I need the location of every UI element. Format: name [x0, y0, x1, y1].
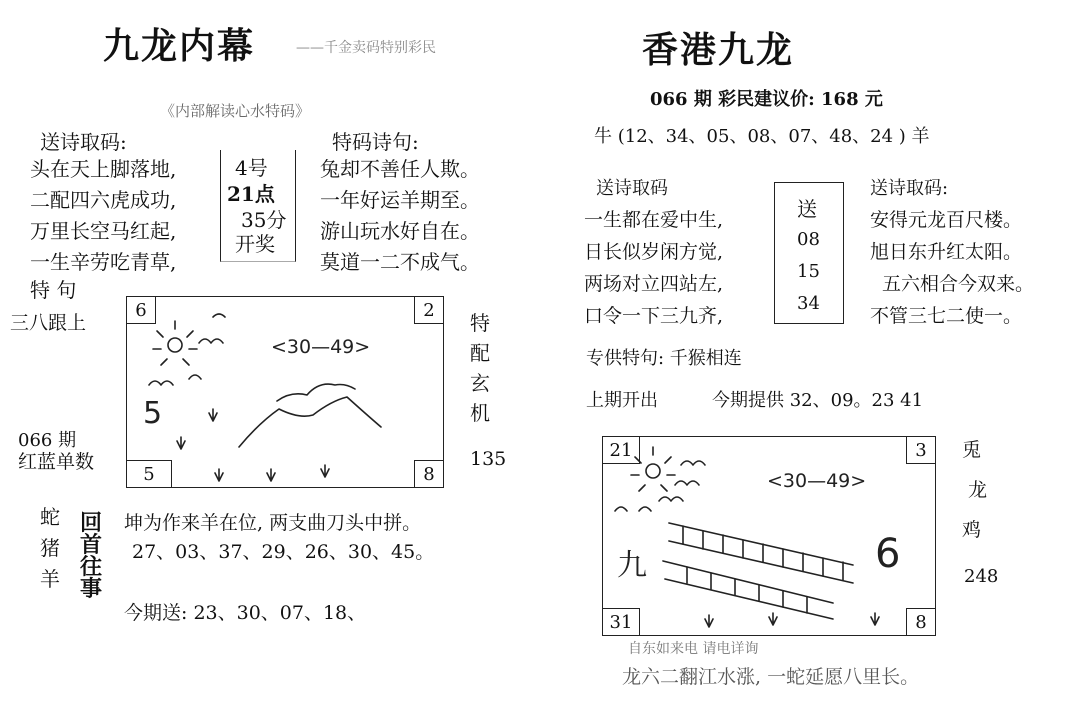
- left-subtitle2: 《内部解读心水特码》: [160, 102, 311, 120]
- send-number: 34: [797, 293, 820, 314]
- right-footer-poem: 龙六二翻江水涨, 一蛇延愿八里长。: [622, 666, 920, 688]
- left-poem-right-lines: [320, 154, 480, 278]
- poem-line: 日长似岁闲方觉,: [584, 241, 724, 263]
- left-poem-right-header: 特码诗句:: [332, 130, 419, 154]
- poem-line: 万里长空马红起,: [30, 219, 177, 243]
- poem-line: 莫道一二不成气。: [320, 250, 480, 274]
- corner-top-right: 3: [906, 436, 936, 464]
- poem-line: 头在天上脚落地,: [30, 157, 177, 181]
- draw-number: 4号: [235, 156, 268, 180]
- right-footer-faint: 自东如来电 请电详询: [628, 641, 759, 657]
- left-today-send: 今期送: 23、30、07、18、: [124, 602, 367, 624]
- left-special-label: 特 句: [30, 278, 77, 302]
- draw-label: 开奖: [235, 232, 275, 256]
- corner-bottom-right: 8: [414, 460, 444, 488]
- bird-icon: [681, 461, 705, 465]
- vertical-char: 玄: [470, 371, 490, 395]
- poem-line: 口令一下三九齐,: [584, 305, 724, 327]
- draw-hour: 21点: [227, 182, 275, 206]
- sketch-digit-right: 6: [875, 531, 901, 577]
- corner-bottom-left: 31: [602, 608, 640, 636]
- poem-line: 一生都在爱中生,: [584, 209, 724, 231]
- left-animals-vertical: [40, 502, 60, 595]
- left-title: 九龙内幕: [103, 25, 256, 67]
- poem-line: 二配四六虎成功,: [30, 188, 177, 212]
- poem-line: 一生辛劳吃青草,: [30, 250, 177, 274]
- review-char: 往: [80, 554, 103, 580]
- poem-line: 兔却不善任人欺。: [320, 157, 480, 181]
- poem-line: 不管三七二使一。: [870, 305, 1023, 327]
- right-poem-right-header: 送诗取码:: [870, 178, 949, 199]
- left-poem-lines: [30, 154, 176, 278]
- right-poem-header: 送诗取码: [596, 178, 668, 199]
- review-char: 首: [80, 532, 103, 558]
- right-issue-line: 066 期 彩民建议价: 168 元: [650, 89, 883, 110]
- right-title: 香港九龙: [642, 29, 795, 71]
- left-right-number: 135: [470, 448, 507, 470]
- vertical-char: 鸡: [962, 519, 982, 541]
- draw-minute: 35分: [241, 208, 287, 232]
- send-number: 15: [797, 261, 820, 282]
- left-review-vertical: [80, 512, 102, 600]
- right-this-issue: 今期提供 32、09。23 41: [712, 390, 924, 411]
- bird-icon: [199, 339, 223, 343]
- sun-icon: [168, 338, 182, 352]
- right-picture-box: [602, 436, 936, 636]
- vertical-char: 配: [470, 341, 490, 365]
- animal-char: 猪: [40, 536, 60, 560]
- right-poem-right-lines: [870, 204, 1034, 332]
- corner-top-left: 21: [602, 436, 640, 464]
- right-send-box: [774, 182, 844, 324]
- animal-char: 羊: [40, 567, 60, 591]
- right-poem-lines: [584, 204, 723, 332]
- left-issue: 066 期: [18, 430, 77, 451]
- left-picture-box: [126, 296, 444, 488]
- poem-line: 两场对立四站左,: [584, 273, 724, 295]
- poem-line: 旭日东升红太阳。: [870, 241, 1023, 263]
- poem-line: 安得元龙百尺楼。: [870, 209, 1023, 231]
- left-red-blue: 红蓝单数: [18, 451, 95, 473]
- sketch-digit: 5: [143, 396, 163, 431]
- left-right-vertical: [470, 308, 490, 428]
- range-text: <30—49>: [767, 470, 867, 492]
- corner-bottom-left: 5: [126, 460, 172, 488]
- left-subtitle-faint: ——千金卖码特别彩民: [296, 40, 436, 56]
- left-sketch: [127, 297, 445, 489]
- range-text: <30—49>: [271, 336, 371, 358]
- right-right-number: 248: [964, 566, 999, 587]
- animal-char: 蛇: [40, 505, 60, 529]
- sketch-digit-left: 九: [617, 548, 647, 583]
- left-special-text: 三八跟上: [10, 312, 87, 334]
- left-numbers-line: 27、03、37、29、26、30、45。: [132, 541, 435, 563]
- right-right-vertical: [962, 430, 987, 550]
- corner-bottom-right: 8: [906, 608, 936, 636]
- vertical-char: 机: [470, 401, 490, 425]
- poem-line: 一年好运羊期至。: [320, 188, 480, 212]
- vertical-char: 兎: [962, 439, 982, 461]
- poem-line: 游山玩水好自在。: [320, 219, 480, 243]
- sun-icon: [646, 464, 660, 478]
- review-char: 回: [80, 510, 103, 536]
- send-label: 送: [797, 197, 817, 221]
- corner-top-left: 6: [126, 296, 156, 324]
- right-special-line: 专供特句: 千猴相连: [586, 348, 742, 369]
- send-number: 08: [797, 229, 820, 250]
- vertical-char: 特: [470, 311, 490, 335]
- left-poem-header: 送诗取码:: [40, 130, 127, 154]
- right-last-issue: 上期开出: [586, 390, 658, 411]
- corner-top-right: 2: [414, 296, 444, 324]
- left-draw-time-box: [220, 150, 296, 262]
- right-sketch: [603, 437, 937, 637]
- right-ox-line: 牛 (12、34、05、08、07、48、24 ) 羊: [594, 126, 930, 147]
- review-char: 事: [80, 576, 103, 602]
- vertical-char: 龙: [968, 479, 988, 501]
- left-riddle: 坤为作来羊在位, 两支曲刀头中拼。: [124, 512, 422, 534]
- poem-line: 五六相合今双来。: [882, 273, 1035, 295]
